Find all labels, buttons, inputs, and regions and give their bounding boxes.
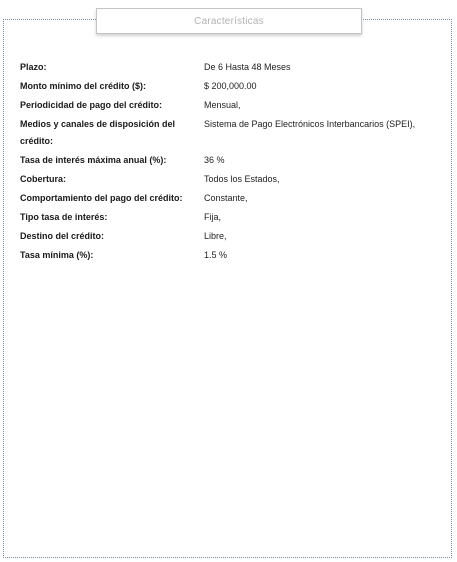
tab-caracteristicas[interactable] [96,8,362,34]
row-tasa-minima [20,246,440,265]
row-label: Cobertura: [20,174,67,184]
row-label: Tasa de interés máxima anual (%): [20,155,167,165]
row-tasa-maxima [20,151,440,170]
characteristics-list [20,58,440,265]
row-label: Tipo tasa de interés: [20,212,108,222]
row-plazo [20,58,440,77]
row-value: Libre, [204,231,227,241]
row-value: 1.5 % [204,250,228,260]
row-periodicidad [20,96,440,115]
row-comportamiento-pago [20,189,440,208]
row-label: Monto mínimo del crédito ($): [20,81,146,91]
row-value: Fija, [204,212,222,222]
row-monto-minimo [20,77,440,96]
row-label: Medios y canales de disposición del crédito: [20,119,176,146]
row-label: Plazo: [20,62,47,72]
row-value: Todos los Estados, [204,174,280,184]
row-medios-canales [20,115,440,151]
row-value: Sistema de Pago Electrónicos Interbancarios (SPEI), [204,119,416,129]
row-value: 36 % [204,155,225,165]
row-label: Periodicidad de pago del crédito: [20,100,163,110]
row-cobertura [20,170,440,189]
row-value: $ 200,000.00 [204,81,257,91]
row-tipo-tasa [20,208,440,227]
row-destino [20,227,440,246]
row-value: Mensual, [204,100,241,110]
row-label: Destino del crédito: [20,231,105,241]
row-label: Comportamiento del pago del crédito: [20,193,183,203]
row-label: Tasa mínima (%): [20,250,94,260]
row-value: De 6 Hasta 48 Meses [204,62,291,72]
row-value: Constante, [204,193,248,203]
tab-title: Características [194,16,264,27]
